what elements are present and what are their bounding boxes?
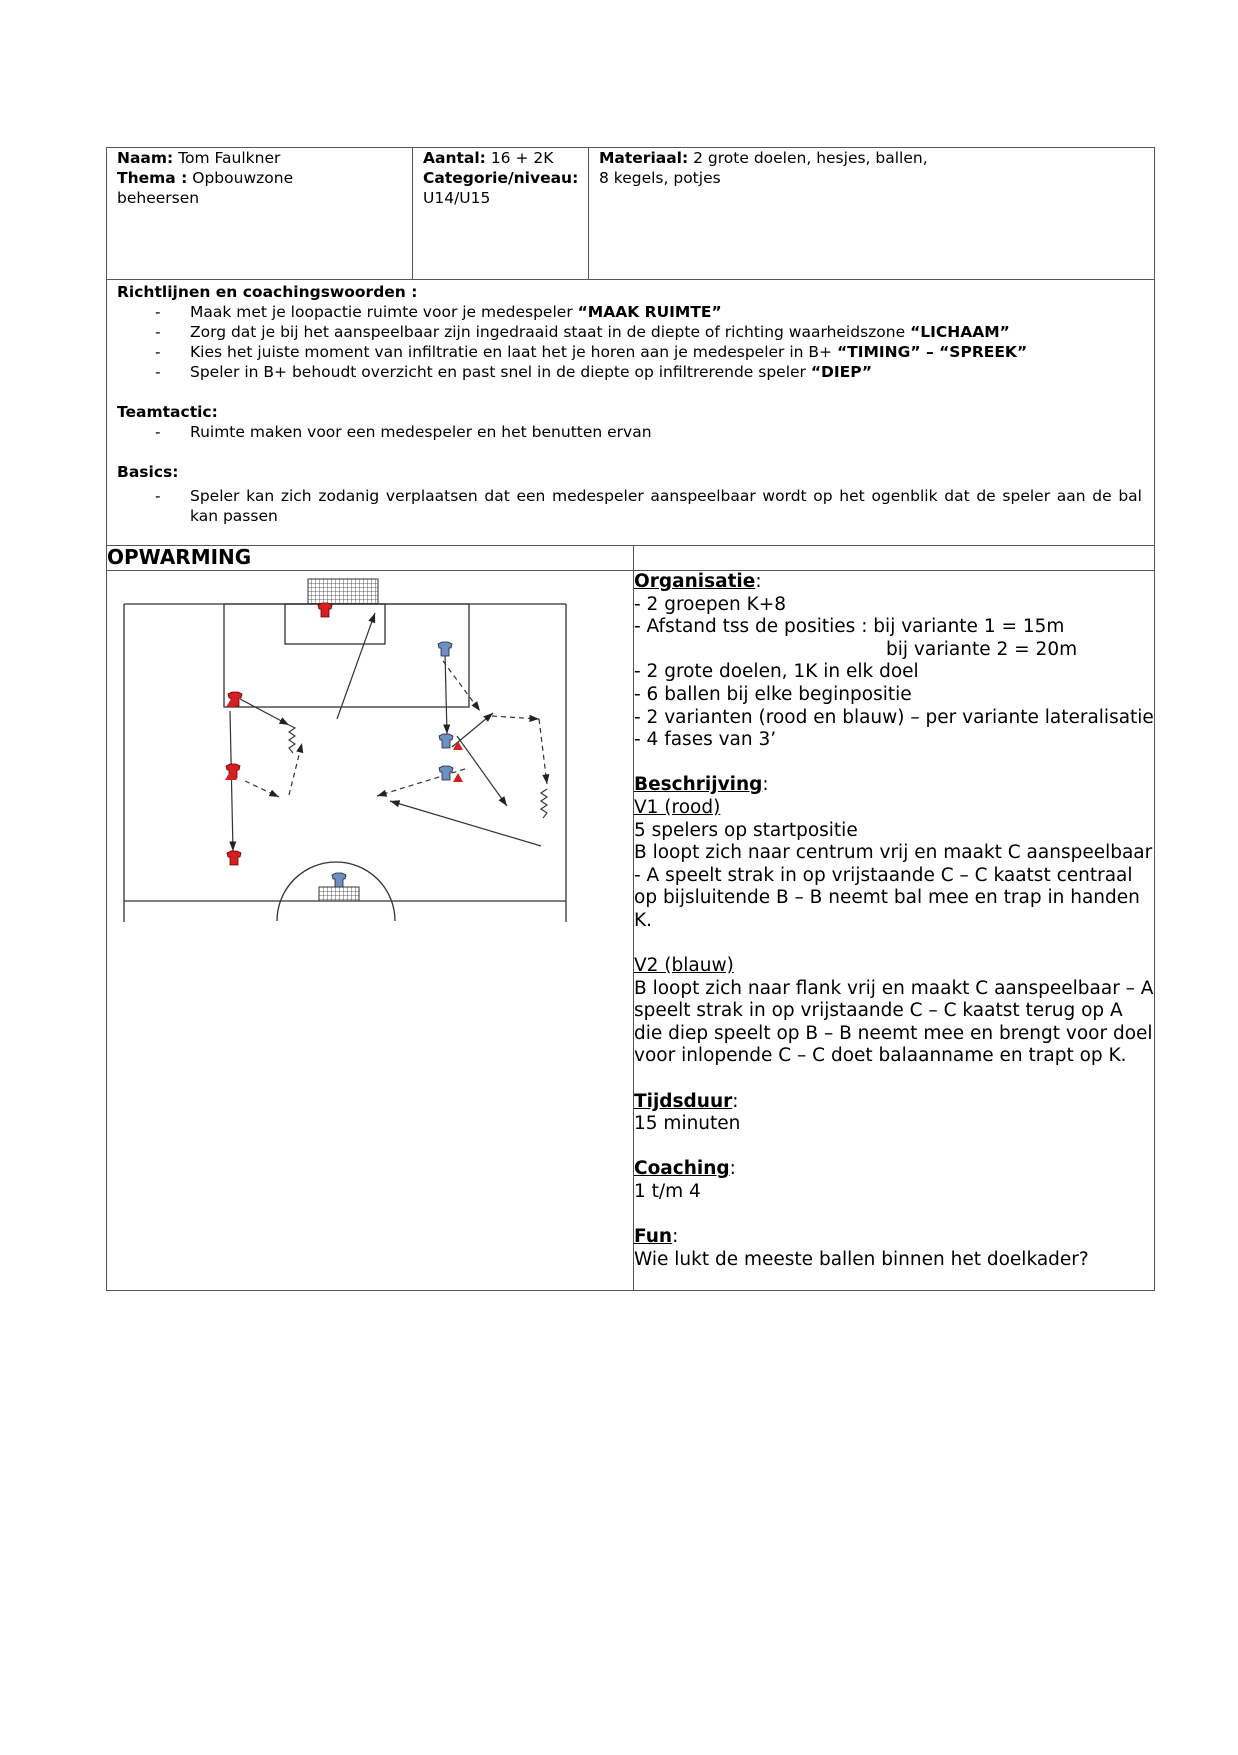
guideline-item: - Maak met je loopactie ruimte voor je medespeler “MAAK RUIMTE”	[155, 303, 722, 321]
blue-player-icon	[332, 873, 346, 887]
organisatie-line: - 2 grote doelen, 1K in elk doel	[634, 661, 919, 683]
organisatie-line: - 2 varianten (rood en blauw) – per variante lateralisatie	[634, 706, 1154, 728]
basics-list	[117, 486, 1144, 526]
guideline-item: - Zorg dat je bij het aanspeelbaar zijn ingedraaid staat in de diepte of richting waarheidszone “LICHAAM”	[155, 323, 1010, 341]
guidelines-cell	[107, 280, 1155, 546]
organisatie-line: - 2 groepen K+8	[634, 593, 786, 615]
bottom-goal	[319, 887, 359, 901]
v1-line: 5 spelers op startpositie	[634, 819, 858, 841]
blue-player-icon	[439, 734, 453, 748]
description-cell: Organisatie: - 2 groepen K+8 - Afstand tss de posities : bij variante 1 = 15m bij variante 2 = 20m - 2 grote doelen, 1K in elk doel - 6 ballen bij elke beginpositie - 2 varianten (rood en blauw) – per variante lateralisatie - 4 fases van 3’ Beschrijving: V1 (rood) 5 spelers op startpositie B loopt zich naar centrum vrij en maakt C aanspeelbaar - A speelt strak in op vrijstaande C – C kaatst centraal op bijsluitende B – B neemt bal mee en trap in handen K. V2 (blauw) B loopt zich naar flank vrij en maakt C aanspeelbaar – A speelt strak in op vrijstaande C – C kaatst terug op A die diep speelt op B – B neemt mee en brengt voor doel voor inlopende C – C doet balaanname en trapt op K. Tijdsduur: 15 minuten Coaching: 1 t/m 4 Fun: Wie lukt de meeste ballen binnen het doelkader?	[634, 571, 1155, 1291]
thema-label: Thema :	[117, 169, 188, 187]
naam-value: Tom Faulkner	[178, 149, 281, 167]
fun-value: Wie lukt de meeste ballen binnen het doelkader?	[634, 1248, 1089, 1270]
categorie-label: Categorie/niveau:	[423, 169, 579, 187]
teamtactic-item: - Ruimte maken voor een medespeler en het benutten ervan	[155, 423, 652, 441]
top-goal	[308, 579, 378, 604]
v1-line: B loopt zich naar centrum vrij en maakt C aanspeelbaar	[634, 842, 1153, 864]
blue-players	[332, 642, 453, 887]
fun-title: Fun	[634, 1226, 673, 1248]
opwarming-title: OPWARMING	[107, 546, 634, 571]
training-table	[106, 147, 1155, 1291]
materiaal-value-1: 2 grote doelen, hesjes, ballen,	[693, 149, 928, 167]
opwarming-title-right	[634, 546, 1155, 571]
red-players	[226, 603, 332, 865]
v2-text: B loopt zich naar flank vrij en maakt C aanspeelbaar – A speelt strak in op vrijstaande C – C kaatst terug op A die diep speelt op B – B neemt mee en brengt voor doel voor inlopende C – C doet balaanname en trapt op K.	[634, 977, 1154, 1067]
blue-player-icon	[438, 642, 452, 656]
v2-title: V2 (blauw)	[634, 955, 734, 977]
coaching-value: 1 t/m 4	[634, 1181, 701, 1203]
materiaal-label: Materiaal:	[599, 149, 689, 167]
pitch-diagram	[107, 571, 587, 931]
tijdsduur-title: Tijdsduur	[634, 1090, 733, 1112]
red-player-icon	[318, 603, 332, 617]
categorie-value: U14/U15	[423, 189, 491, 207]
v1-title: V1 (rood)	[634, 796, 721, 818]
beschrijving-title: Beschrijving	[634, 774, 763, 796]
training-sheet	[106, 147, 1154, 1291]
thema-value-1: Opbouwzone	[192, 169, 294, 187]
coaching-title: Coaching	[634, 1158, 730, 1180]
guideline-item: - Kies het juiste moment van infiltratie en laat het je horen aan je medespeler in B+ “TIMING” – “SPREEK”	[155, 343, 1028, 361]
organisatie-title: Organisatie	[634, 571, 756, 592]
guidelines-list	[117, 302, 1144, 382]
materiaal-value-2: 8 kegels, potjes	[599, 169, 721, 187]
materiaal-cell	[589, 148, 1155, 280]
teamtactic-list	[117, 422, 1144, 442]
guideline-item: - Speler in B+ behoudt overzicht en past snel in de diepte op infiltrerende speler “DIEP”	[155, 363, 873, 381]
organisatie-line: - 6 ballen bij elke beginpositie	[634, 683, 912, 705]
v1-line: - A speelt strak in op vrijstaande C – C kaatst centraal op bijsluitende B – B neemt bal mee en trap in handen K.	[634, 864, 1140, 931]
organisatie-line: bij variante 2 = 20m	[886, 638, 1078, 660]
basics-title: Basics:	[117, 463, 179, 481]
diagram-cell	[107, 571, 634, 1291]
cone-icons	[225, 699, 463, 782]
red-player-icon	[227, 851, 241, 865]
organisatie-line: - 4 fases van 3’	[634, 729, 777, 751]
basics-item: - Speler kan zich zodanig verplaatsen dat een medespeler aanspeelbaar wordt op het ogenblik dat de speler aan de bal kan passen	[155, 487, 1142, 525]
blue-player-icon	[439, 766, 453, 780]
organisatie-line: - Afstand tss de posities : bij variante 1 = 15m	[634, 616, 1065, 638]
aantal-cell	[413, 148, 589, 280]
tijdsduur-value: 15 minuten	[634, 1113, 741, 1135]
naam-label: Naam:	[117, 149, 174, 167]
aantal-value: 16 + 2K	[490, 149, 554, 167]
aantal-label: Aantal:	[423, 149, 486, 167]
guidelines-title: Richtlijnen en coachingswoorden :	[117, 283, 418, 301]
thema-value-2: beheersen	[117, 189, 200, 207]
teamtactic-title: Teamtactic:	[117, 403, 218, 421]
naam-thema-cell	[107, 148, 413, 280]
